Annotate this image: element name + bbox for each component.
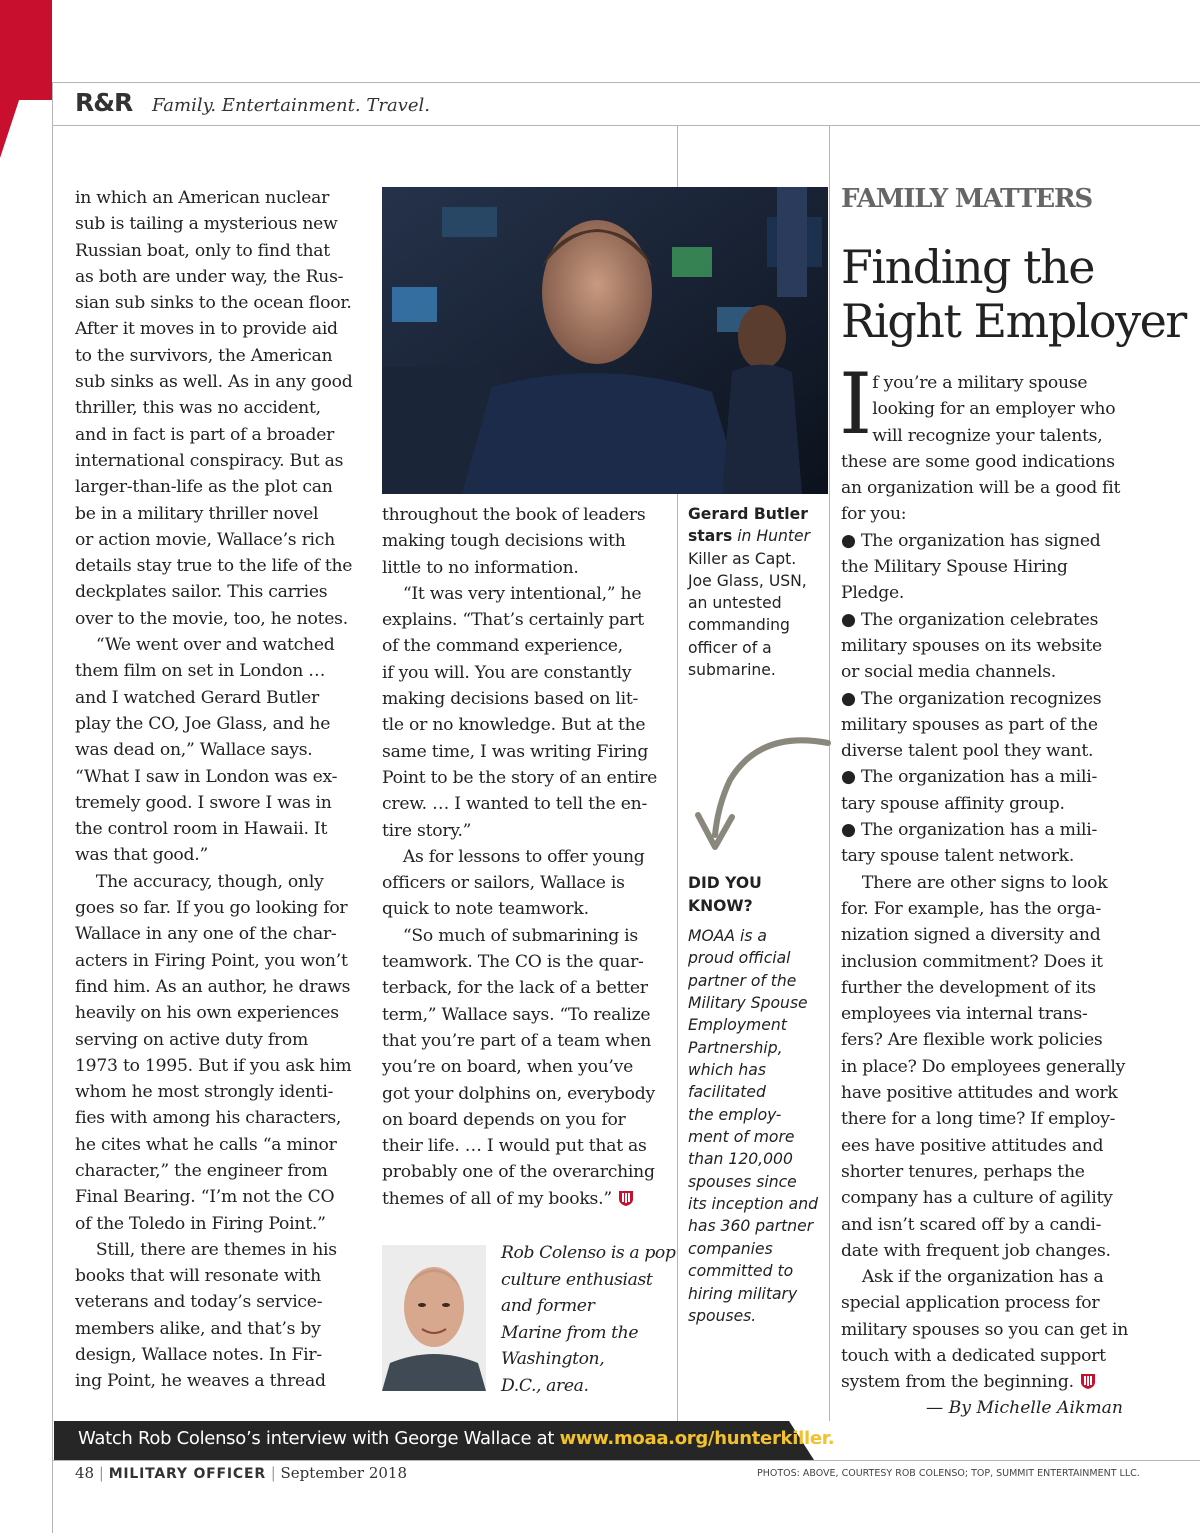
article-end-shield-icon: [618, 1190, 634, 1206]
sidebar-body: [841, 370, 1131, 1396]
author-portrait-image: [382, 1245, 486, 1391]
page-left-rule: [52, 82, 53, 1533]
header-top-rule: [52, 82, 1200, 83]
sidebar-body-text: f you’re a military spouse looking for an employer who will recognize your talents, these are some good indications an organization will be a good fit for you: ● The organization has signed the Military Spouse Hiring Pledge. ● The organization celebrates military spouses on its website or social media channels. ● The organization recognizes military spouses as part of the diverse talent pool they want. ● The organization has a mili- tary spouse affinity group. ● The organization has a mili- tary spouse talent network. There are other signs to look for. For example, has the orga- nization signed a diversity and inclusion commitment? Does it further the development of its employees via internal trans- fers? Are flexible work policies in place? Do employees generally have positive attitudes and work there for a long time? If employ- ees have positive attitudes and shorter tenures, perhaps the company has a culture of agility and isn’t scared off by a candi- date with frequent job changes. Ask if the organization has a special application process for military spouses so you can get in touch with a dedicated support system from the beginning.: [841, 373, 1129, 1393]
article-column-2: [382, 502, 672, 1212]
article-column-1: in which an American nuclear sub is tailing a mysterious new Russian boat, only to find that as both are under way, the Rus- sian sub sinks to the ocean floor. After it moves in to provide aid to the survivors, the American sub sinks as well. As in any good thriller, this was no accident, and in fact is part of a broader international conspiracy. But as larger-than-life as the plot can be in a military thriller novel or action movie, Wallace’s rich details stay true to the life of the deckplates sailor. This carries over to the movie, too, he notes. “We went over and watched them film on set in London … and I watched Gerard Butler play the CO, Joe Glass, and he was dead on,” Wallace says. “What I saw in London was ex- tremely good. I swore I was in the control room in Hawaii. It was that good.” The accuracy, though, only goes so far. If you go looking for Wallace in any one of the char- acters in Firing Point, you won’t find him. As an author, he draws heavily on his own experiences serving on active duty from 1973 to 1995. But if you ask him whom he most strongly identi- fies with among his characters, he cites what he calls “a minor character,” the engineer from Final Bearing. “I’m not the CO of the Toledo in Firing Point.” Still, there are themes in his books that will resonate with veterans and today’s service- members alike, and that’s by design, Wallace notes. In Fir- ing Point, he weaves a thread: [75, 188, 353, 1392]
column-2-text: throughout the book of leaders making tough decisions with little to no information. “It was very intentional,” he explains. “That’s certainly part of the command experience, if you will. You are constantly making decisions based on lit- tle or no knowledge. But at the same time, I was writing Firing Point to be the story of an entire crew. … I wanted to tell the en- tire story.” As for lessons to offer young officers or sailors, Wallace is quick to note teamwork. “So much of submarining is teamwork. The CO is the quar- terback, for the lack of a better term,” Wallace says. “To realize that you’re part of a team when you’re on board, when you’ve got your dolphins on, everybody on board depends on you for their life. … I would put that as probably one of the overarching themes of all of my books.”: [382, 505, 658, 1209]
photo-caption: [688, 503, 823, 681]
header-bottom-rule: [52, 125, 1200, 126]
did-you-know-title: DID YOU KNOW?: [688, 874, 762, 915]
caption-rest: Killer as Capt. Joe Glass, USN, an untested commanding officer of a submarine.: [688, 549, 807, 680]
did-you-know-text: MOAA is a proud official partner of the Military Spouse Employment Partnership, which has facilitated the employ- ment of more than 120,000 spouses since its inception and has 360 partner companies committed to hiring military spouses.: [688, 927, 818, 1325]
section-brand: R&R: [75, 88, 133, 117]
sidebar-dropcap: I: [839, 355, 873, 453]
sidebar-section-label: FAMILY MATTERS: [841, 184, 1092, 214]
red-corner-point: [0, 0, 52, 158]
caption-bold: Gerard Butler stars: [688, 505, 808, 546]
page-footer: 48 | MILITARY OFFICER | September 2018: [75, 1464, 408, 1482]
sidebar-headline: Finding the Right Employer: [841, 240, 1186, 348]
submarine-control-room-image: [382, 187, 828, 494]
author-bio: Rob Colenso is a pop culture enthusiast and former Marine from the Washington, D.C., area.: [501, 1243, 676, 1396]
promo-banner-label: Watch Rob Colenso’s interview with George Wallace at: [78, 1428, 560, 1449]
promo-banner-link[interactable]: www.moaa.org/hunterkiller.: [559, 1428, 835, 1449]
sidebar-end-shield-icon: [1080, 1373, 1096, 1389]
issue-date: September 2018: [280, 1464, 408, 1482]
sidebar-byline: — By Michelle Aikman: [926, 1398, 1123, 1418]
publication-name: MILITARY OFFICER: [108, 1466, 266, 1482]
hero-photo: [382, 187, 828, 494]
author-photo: [382, 1245, 486, 1391]
caption-rest-line1: in Hunter: [732, 527, 810, 546]
promo-banner-text: [78, 1428, 834, 1449]
section-tagline: Family. Entertainment. Travel.: [152, 95, 430, 116]
curved-arrow-icon: [690, 735, 835, 855]
photo-credits: PHOTOS: ABOVE, COURTESY ROB COLENSO; TOP, SUMMIT ENTERTAINMENT LLC.: [757, 1468, 1140, 1479]
footer-rule: [52, 1460, 1200, 1461]
page-number: 48: [75, 1464, 95, 1482]
